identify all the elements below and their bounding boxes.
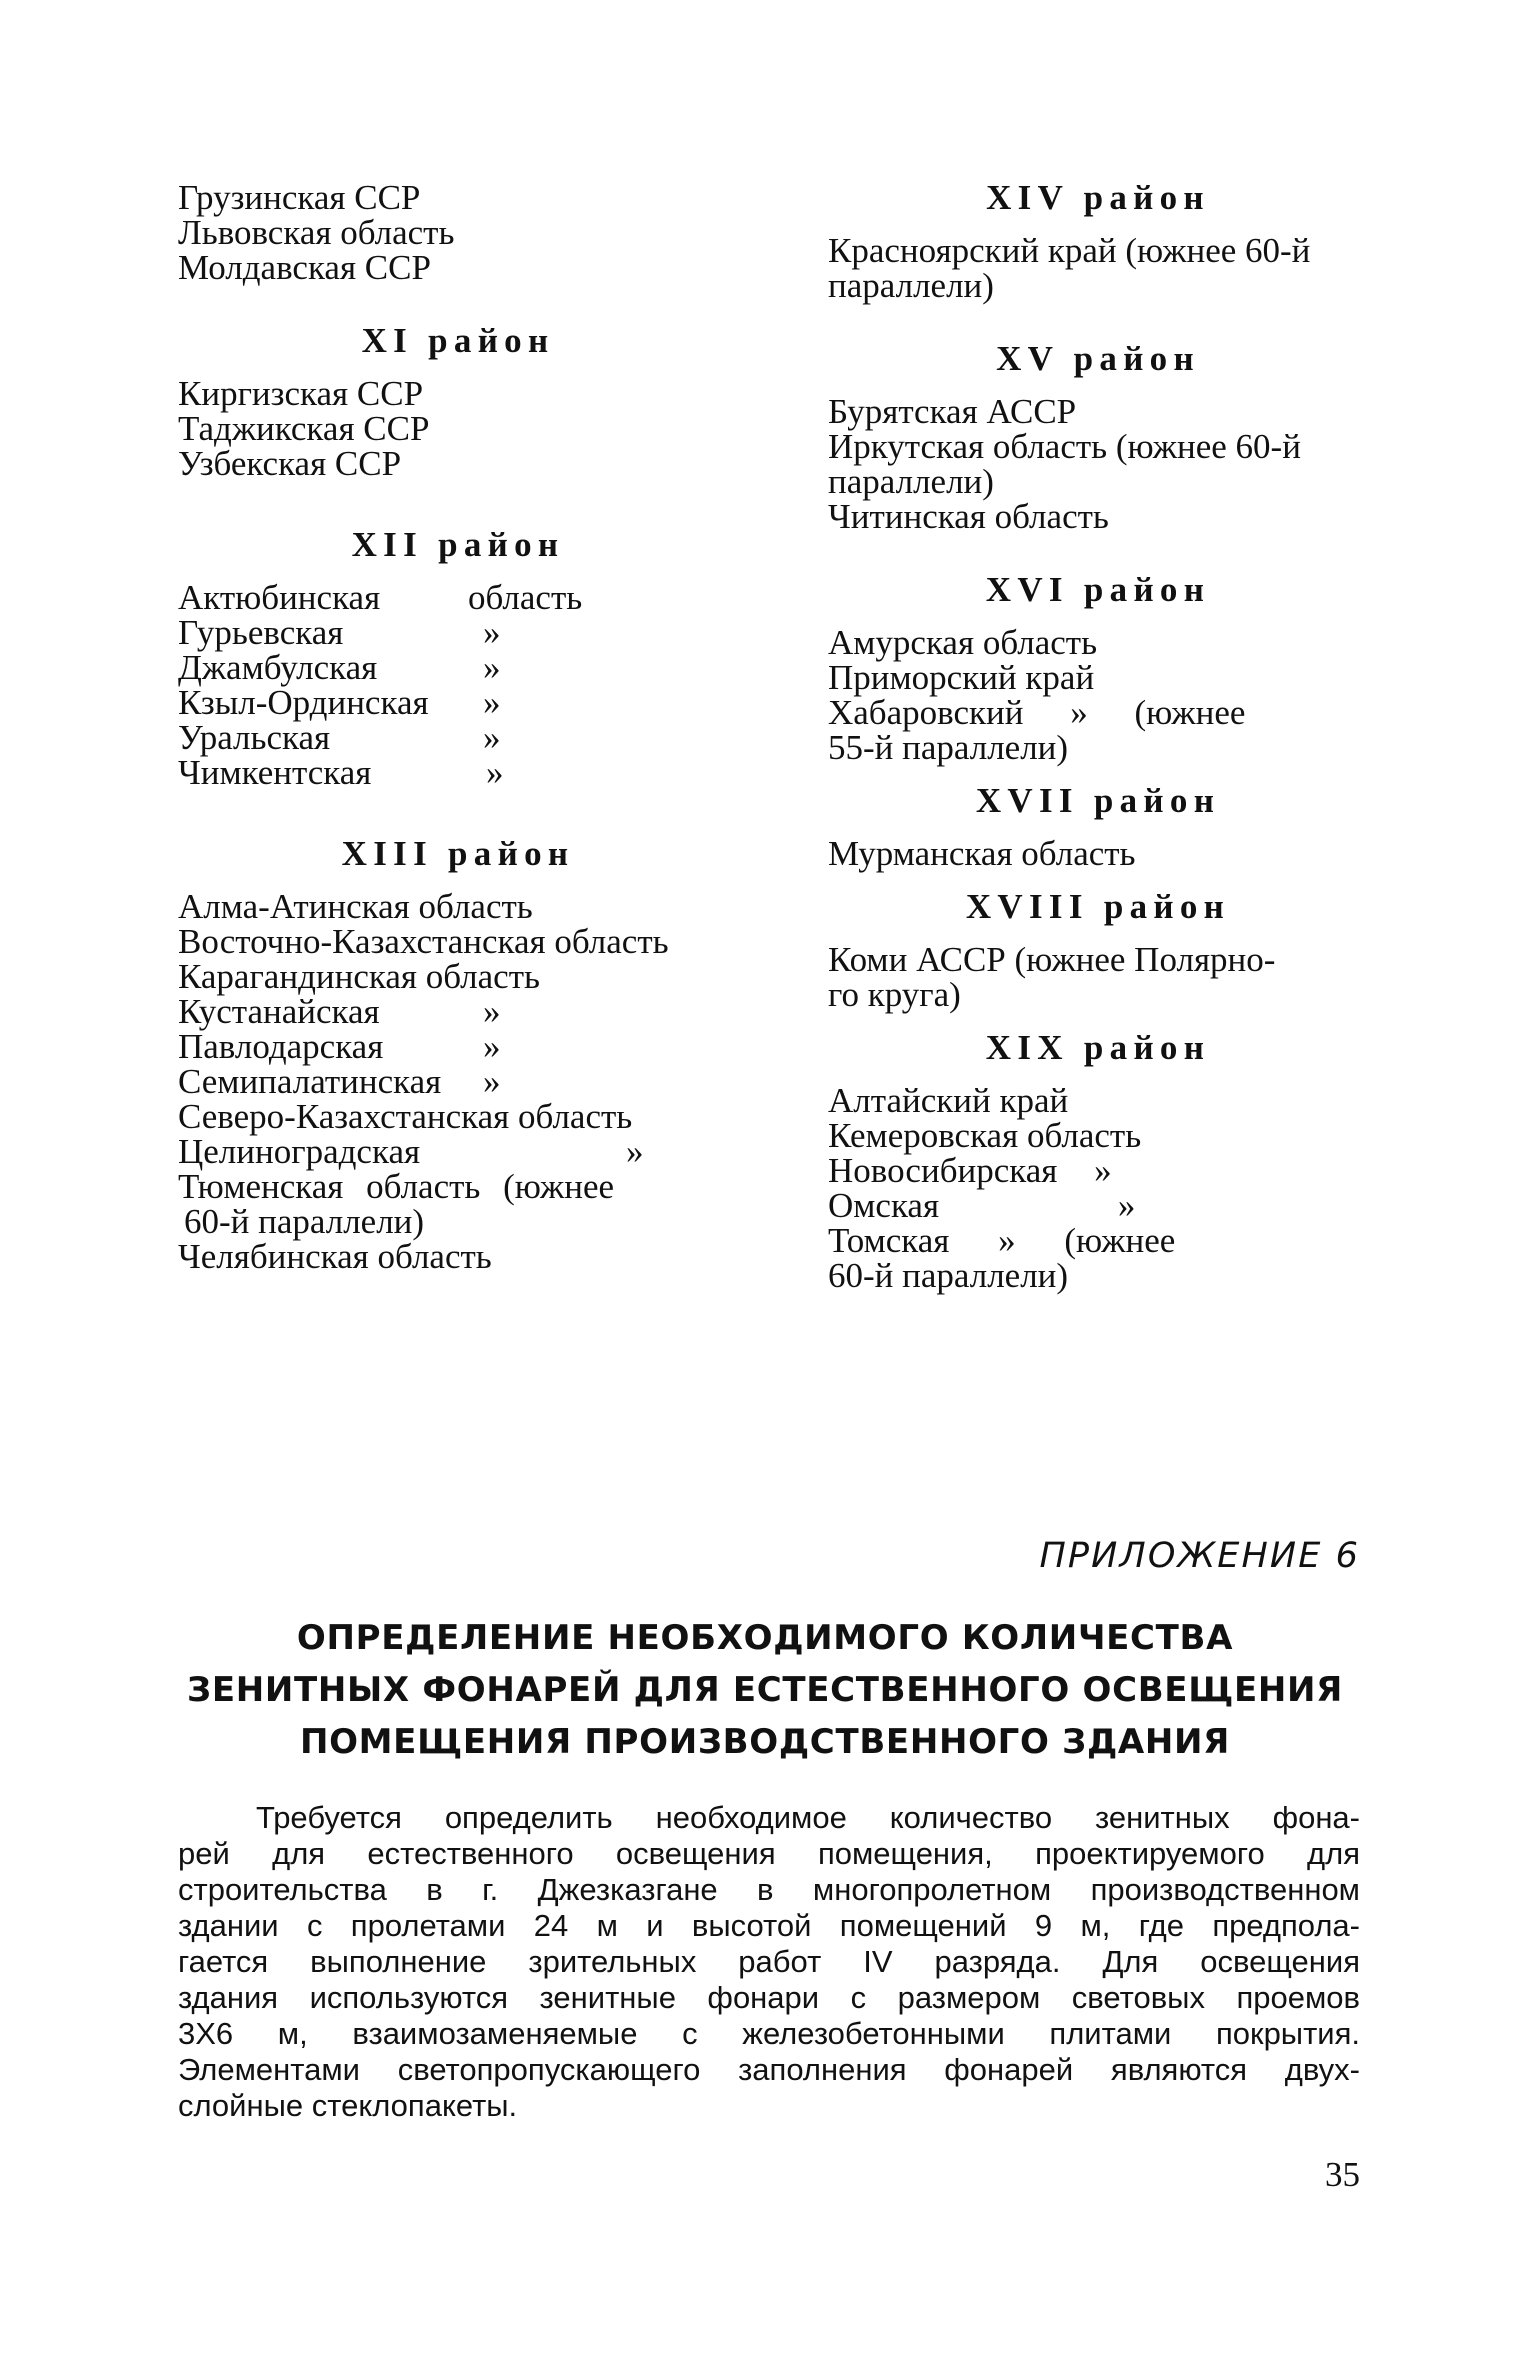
region-line: Красноярский край (южнее 60-й [828, 231, 1311, 270]
region-line: Новосибирская » [828, 1151, 1112, 1190]
region-line: параллели) [828, 266, 994, 305]
region-row [178, 755, 738, 790]
region-line: Приморский край [828, 658, 1095, 697]
region-line: Карагандинская область [178, 957, 540, 996]
region-type: » [483, 718, 501, 757]
region-line: Хабаровский » (южнее [828, 693, 1246, 732]
region-line: 55-й параллели) [828, 728, 1069, 767]
region-line: Киргизская ССР [178, 374, 424, 413]
district-heading: XVII район [975, 781, 1221, 820]
paragraph-line: гается выполнение зрительных работ IV разряда. Для освещения [178, 1944, 1360, 1979]
right-column [828, 180, 1368, 1293]
region-type: » [483, 1062, 501, 1101]
district-heading: XVIII район [965, 887, 1231, 926]
region-line: Алтайский край [828, 1081, 1069, 1120]
paragraph-line: слойные стеклопакеты. [178, 2088, 518, 2123]
region-line: Львовская область [178, 213, 455, 252]
region-type: область [468, 578, 583, 617]
region-name: Джамбулская [178, 648, 378, 687]
region-line: го круга) [828, 975, 961, 1014]
region-type: » [483, 992, 501, 1031]
region-line: Грузинская ССР [178, 178, 421, 217]
paragraph-line: здания используются зенитные фонари с размером световых проемов [178, 1980, 1360, 2015]
region-line: 60-й параллели) [828, 1256, 1069, 1295]
region-row [178, 1134, 738, 1169]
region-name: Павлодарская [178, 1027, 384, 1066]
section-title [160, 1612, 1370, 1768]
region-line: Алма-Атинская область [178, 887, 533, 926]
region-line: Молдавская ССР [178, 248, 431, 287]
page-number: 35 [1325, 2155, 1360, 2194]
region-line: Иркутская область (южнее 60-й [828, 427, 1301, 466]
title-line: ПОМЕЩЕНИЯ ПРОИЗВОДСТВЕННОГО ЗДАНИЯ [299, 1722, 1231, 1762]
district-heading: XI район [361, 321, 555, 360]
region-line: Восточно-Казахстанская область [178, 922, 669, 961]
region-row [178, 994, 738, 1029]
body-paragraph [178, 1800, 1360, 2124]
region-line: Тюменская область (южнее [178, 1167, 615, 1206]
region-row [178, 1029, 738, 1064]
district-heading: XIII район [341, 834, 575, 873]
paragraph-line: 3Х6 м, взаимозаменяемые с железобетонными плитами покрытия. [178, 2016, 1360, 2051]
region-line: Читинская область [828, 497, 1109, 536]
region-line: Омская » [828, 1186, 1136, 1225]
region-name: Кустанайская [178, 992, 380, 1031]
region-type: » [626, 1132, 644, 1171]
region-line: Бурятская АССР [828, 392, 1077, 431]
region-row [178, 720, 738, 755]
district-heading: XV район [996, 339, 1200, 378]
title-line: ЗЕНИТНЫХ ФОНАРЕЙ ДЛЯ ЕСТЕСТВЕННОГО ОСВЕЩЕНИЯ [187, 1670, 1343, 1710]
region-line: Таджикская ССР [178, 409, 430, 448]
region-name: Актюбинская [178, 578, 381, 617]
region-name: Уральская [178, 718, 331, 757]
region-line: параллели) [828, 462, 994, 501]
region-line: Томская » (южнее [828, 1221, 1176, 1260]
region-line: Коми АССР (южнее Полярно- [828, 940, 1276, 979]
paragraph-line: Элементами светопропускающего заполнения фонарей являются двух- [178, 2052, 1360, 2087]
region-row [178, 650, 738, 685]
region-line: Кемеровская область [828, 1116, 1142, 1155]
region-type: » [483, 683, 501, 722]
region-line: Мурманская область [828, 834, 1136, 873]
district-heading: XII район [351, 525, 565, 564]
title-line: ОПРЕДЕЛЕНИЕ НЕОБХОДИМОГО КОЛИЧЕСТВА [296, 1618, 1234, 1658]
paragraph-line: здании с пролетами 24 м и высотой помещений 9 м, где предпола- [178, 1908, 1360, 1943]
left-column [178, 180, 738, 1274]
region-line: Челябинская область [178, 1237, 492, 1276]
region-type: » [486, 753, 504, 792]
region-type: » [483, 648, 501, 687]
region-type: » [483, 1027, 501, 1066]
region-type: » [483, 613, 501, 652]
district-heading: XIV район [986, 178, 1210, 217]
region-line: Северо-Казахстанская область [178, 1097, 633, 1136]
region-name: Семипалатинская [178, 1062, 442, 1101]
region-name: Гурьевская [178, 613, 344, 652]
region-row [178, 615, 738, 650]
region-name: Целиноградская [178, 1132, 421, 1171]
district-heading: XVI район [985, 570, 1211, 609]
paragraph-line: строительства в г. Джезказгане в многопролетном производственном [178, 1872, 1360, 1907]
region-line: Амурская область [828, 623, 1098, 662]
appendix-label: ПРИЛОЖЕНИЕ 6 [1039, 1536, 1360, 1576]
region-line: Узбекская ССР [178, 444, 402, 483]
paragraph-line: Требуется определить необходимое количество зенитных фона- [256, 1800, 1360, 1835]
region-row [178, 580, 738, 615]
region-row [178, 1064, 738, 1099]
paragraph-line: рей для естественного освещения помещения, проектируемого для [178, 1836, 1360, 1871]
region-row [178, 685, 738, 720]
region-line: 60-й параллели) [184, 1202, 425, 1241]
region-name: Чимкентская [178, 753, 372, 792]
region-name: Кзыл-Ординская [178, 683, 429, 722]
district-heading: XIX район [985, 1028, 1211, 1067]
